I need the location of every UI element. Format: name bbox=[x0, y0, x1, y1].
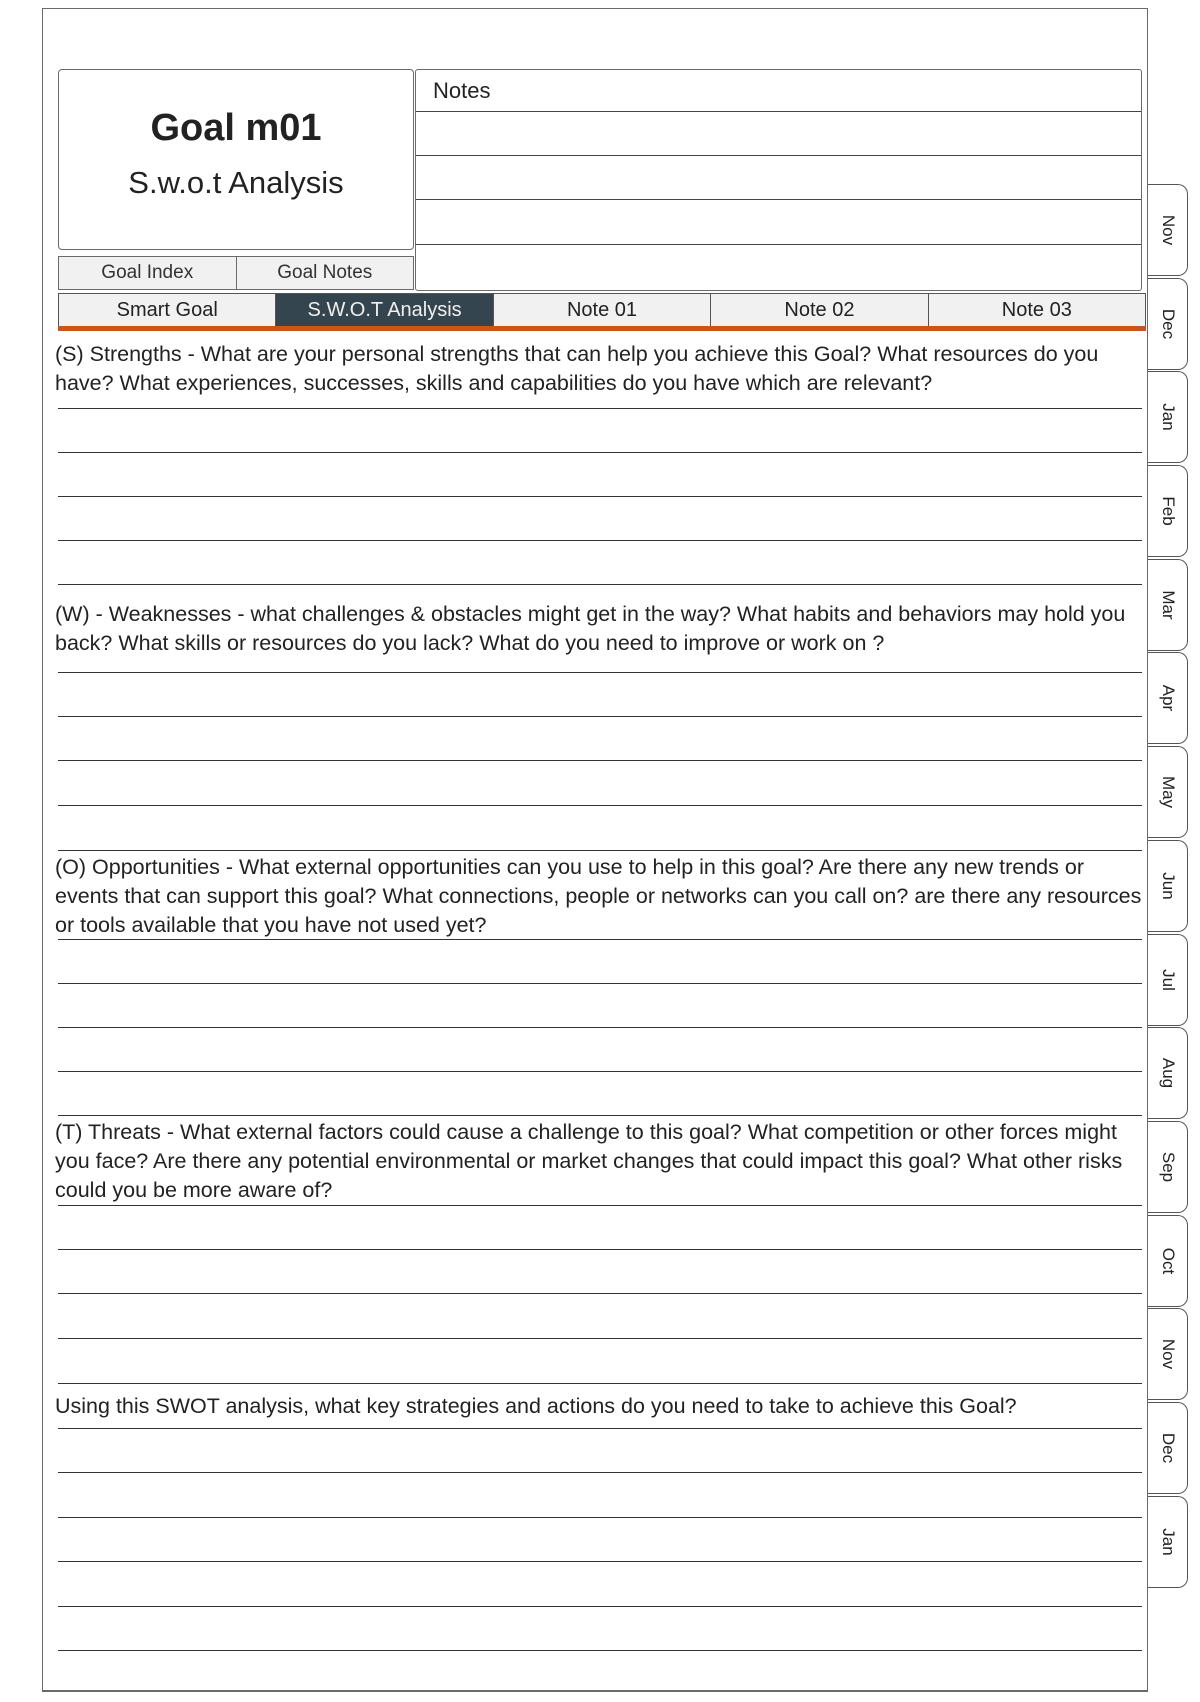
month-tab-label: Dec bbox=[1158, 1432, 1178, 1464]
writing-line[interactable] bbox=[58, 850, 1142, 851]
month-tab-label: Nov bbox=[1158, 214, 1178, 246]
writing-line[interactable] bbox=[58, 760, 1142, 761]
writing-line[interactable] bbox=[58, 452, 1142, 453]
month-tab-label: Jun bbox=[1158, 872, 1178, 900]
month-tab-label: Jul bbox=[1158, 968, 1178, 991]
writing-line[interactable] bbox=[58, 1650, 1142, 1651]
month-tab-label: May bbox=[1158, 776, 1178, 809]
writing-line[interactable] bbox=[58, 672, 1142, 673]
writing-line[interactable] bbox=[58, 496, 1142, 497]
month-tab-dec-2[interactable] bbox=[1148, 1402, 1188, 1494]
month-tab-label: Jan bbox=[1158, 1527, 1178, 1556]
writing-line[interactable] bbox=[58, 1517, 1142, 1518]
month-tab-may[interactable] bbox=[1148, 746, 1188, 838]
month-tab-label: Mar bbox=[1158, 590, 1178, 620]
month-tab-label: Nov bbox=[1158, 1339, 1178, 1370]
threats-prompt: (T) Threats - What external factors could cause a challenge to this goal? What competition or other forces might you face? Are there any potential environmental or market changes that could impact this goal? What other risks could you be more aware of? bbox=[55, 1120, 1123, 1202]
writing-line[interactable] bbox=[58, 1428, 1142, 1429]
writing-line[interactable] bbox=[58, 540, 1142, 541]
tab-note-01[interactable]: Note 01 bbox=[493, 294, 710, 327]
writing-line[interactable] bbox=[58, 983, 1142, 984]
tab-smart-goal[interactable]: Smart Goal bbox=[116, 299, 218, 321]
strengths-prompt: (S) Strengths - What are your personal strengths that can help you achieve this Goal? What resources do you have? What experiences, successes, skills and capabilities do you have which are relevant? bbox=[55, 342, 1099, 395]
month-tab-apr[interactable] bbox=[1148, 652, 1188, 744]
goal-notes-link[interactable]: Goal Notes bbox=[236, 257, 414, 289]
month-tab-dec[interactable] bbox=[1148, 278, 1188, 370]
writing-line[interactable] bbox=[58, 1249, 1142, 1250]
writing-line[interactable] bbox=[58, 939, 1142, 940]
writing-line[interactable] bbox=[58, 1115, 1142, 1116]
strategies-prompt: Using this SWOT analysis, what key strategies and actions do you need to take to achieve this Goal? bbox=[55, 1394, 1017, 1418]
weaknesses-prompt: (W) - Weaknesses - what challenges & obstacles might get in the way? What habits and behaviors may hold you back? What skills or resources do you lack? What do you need to improve or work on ? bbox=[55, 602, 1126, 655]
writing-line[interactable] bbox=[58, 1472, 1142, 1473]
month-tab-label: Sep bbox=[1158, 1151, 1178, 1182]
section-tabs bbox=[58, 293, 1146, 327]
writing-line[interactable] bbox=[58, 1338, 1142, 1339]
month-tab-label: Dec bbox=[1158, 308, 1178, 339]
month-tab-label: Aug bbox=[1158, 1058, 1178, 1089]
page-title: Goal m01 bbox=[150, 107, 322, 149]
writing-line[interactable] bbox=[58, 1293, 1142, 1294]
tab-swot-analysis[interactable]: S.W.O.T Analysis bbox=[275, 294, 492, 327]
month-tab-jan[interactable] bbox=[1148, 371, 1188, 463]
month-tab-jul[interactable] bbox=[1148, 934, 1188, 1026]
writing-line[interactable] bbox=[58, 1561, 1142, 1562]
writing-line[interactable] bbox=[58, 1606, 1142, 1607]
notes-line bbox=[416, 111, 1141, 112]
page-subtitle: S.w.o.t Analysis bbox=[128, 165, 344, 200]
month-tab-mar[interactable] bbox=[1148, 559, 1188, 651]
notes-box[interactable] bbox=[415, 69, 1142, 291]
month-tab-label: Jan bbox=[1158, 403, 1178, 432]
writing-line[interactable] bbox=[58, 1027, 1142, 1028]
tab-note-03[interactable]: Note 03 bbox=[928, 294, 1145, 327]
month-tab-jun[interactable] bbox=[1148, 840, 1188, 932]
writing-line[interactable] bbox=[58, 1383, 1142, 1384]
goal-title-box bbox=[58, 69, 414, 250]
writing-line[interactable] bbox=[58, 1071, 1142, 1072]
month-tabs bbox=[1148, 184, 1188, 1589]
month-tab-feb[interactable] bbox=[1148, 465, 1188, 557]
notes-line bbox=[416, 155, 1141, 156]
notes-line bbox=[416, 244, 1141, 245]
month-tab-nov[interactable] bbox=[1148, 184, 1188, 276]
accent-bar bbox=[58, 326, 1146, 331]
writing-line[interactable] bbox=[58, 805, 1142, 806]
month-tab-sep[interactable] bbox=[1148, 1121, 1188, 1213]
goal-index-link[interactable]: Goal Index bbox=[101, 262, 194, 283]
notes-line bbox=[416, 199, 1141, 200]
month-tab-jan-2[interactable] bbox=[1148, 1496, 1188, 1588]
goal-subnav bbox=[58, 256, 414, 290]
month-tab-label: Apr bbox=[1158, 685, 1178, 712]
writing-line[interactable] bbox=[58, 1205, 1142, 1206]
writing-line[interactable] bbox=[58, 408, 1142, 409]
opportunities-prompt: (O) Opportunities - What external opportunities can you use to help in this goal? Are there any new trends or events that can support this goal? What connections, people or networks can you call on? are there any resources or tools available that you have not used yet? bbox=[55, 855, 1142, 937]
month-tab-nov-2[interactable] bbox=[1148, 1308, 1188, 1400]
writing-line[interactable] bbox=[58, 716, 1142, 717]
month-tab-label: Feb bbox=[1158, 496, 1178, 526]
month-tab-oct[interactable] bbox=[1148, 1215, 1188, 1307]
notes-label: Notes bbox=[433, 78, 491, 103]
tab-note-02[interactable]: Note 02 bbox=[710, 294, 927, 327]
month-tab-aug[interactable] bbox=[1148, 1027, 1188, 1119]
month-tab-label: Oct bbox=[1158, 1247, 1178, 1274]
writing-line[interactable] bbox=[58, 584, 1142, 585]
